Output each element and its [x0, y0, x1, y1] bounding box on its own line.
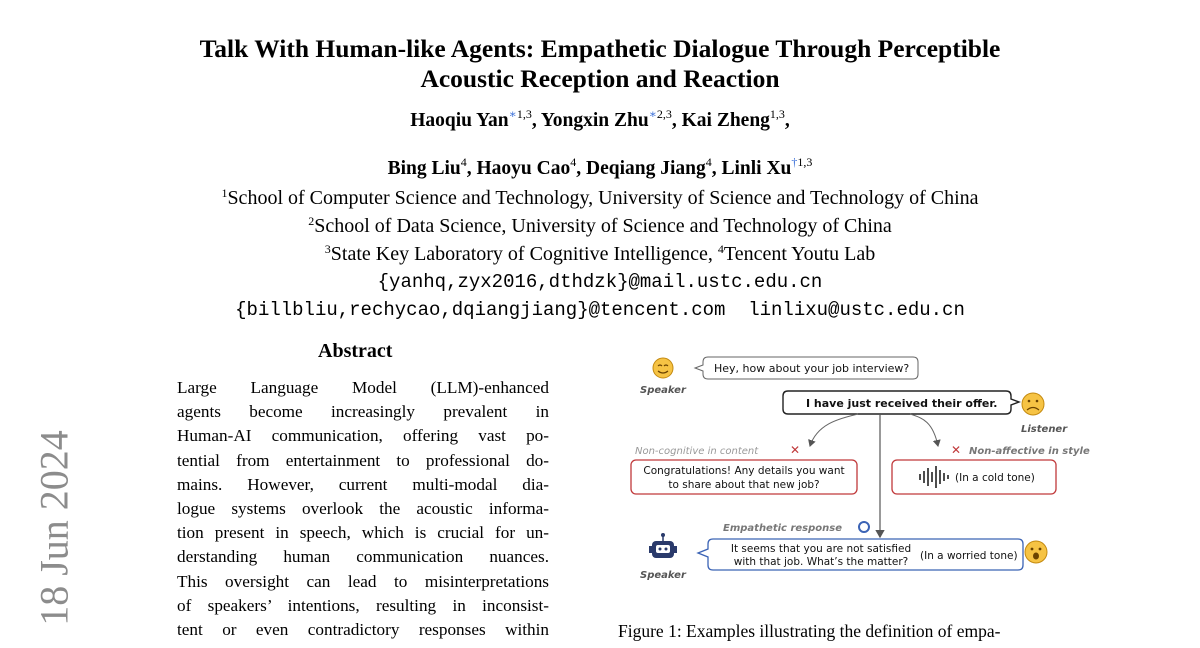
author-name: Deqiang Jiang — [586, 158, 706, 179]
abstract-line: derstanding human communication nuances. — [177, 547, 549, 567]
wrong-x-icon: ✕ — [951, 443, 962, 457]
agent-tone-text: (In a worried tone) — [920, 550, 1018, 562]
figure-1 — [628, 350, 1103, 590]
affiliation-sup: 1 — [221, 186, 228, 200]
paper-title — [0, 34, 1200, 94]
author-name: Haoyu Cao — [476, 158, 571, 179]
figure-1-diagram — [628, 350, 1103, 590]
authors-line-2: Bing Liu$^4$, Haoyu Cao$^4$, Deqiang Jiang$^4$, Linli Xu$^{\dagger 1,3}$ — [387, 155, 813, 179]
listener-label: Listener — [1021, 424, 1068, 435]
author-affil: 4 — [705, 155, 712, 169]
smile-face-icon — [653, 358, 673, 378]
email-line-1: {yanhq,zyx2016,dthdzk}@mail.ustc.edu.cn — [377, 271, 823, 293]
affiliation-text: School of Computer Science and Technology, University of Science and Technology of China — [227, 187, 979, 209]
author-mark: ∗ — [508, 107, 517, 121]
author-mark: † — [791, 155, 798, 169]
affiliation-1 — [0, 184, 1200, 212]
affiliation-3 — [0, 240, 1200, 268]
title-line-1: Talk With Human-like Agents: Empathetic Dialogue Through Perceptible — [199, 34, 1001, 63]
email-line-2: {billbliu,rechycao,dqiangjiang}@tencent.com linlixu@ustc.edu.cn — [235, 299, 965, 321]
abstract-line: agents become increasingly prevalent in — [177, 402, 549, 422]
arrow-left — [810, 414, 858, 446]
author-name: Haoqiu Yan — [410, 110, 509, 131]
abstract-line: of speakers’ intentions, resulting in inconsist- — [177, 595, 549, 615]
abstract-line: logue systems overlook the acoustic informa- — [177, 499, 549, 519]
author-name: Linli Xu — [721, 158, 792, 179]
wrong-x-icon: ✕ — [790, 443, 801, 457]
affiliation-text: Tencent Youtu Lab — [723, 243, 876, 265]
author-affil: 1,3 — [769, 107, 785, 121]
noncognitive-text-1: Congratulations! Any details you want — [643, 465, 845, 477]
noncognitive-text-2: to share about that new job? — [668, 479, 820, 491]
nonaffective-label: Non-affective in style — [969, 446, 1090, 457]
authors-line-1: Haoqiu Yan$^{∗1,3}$, Yongxin Zhu$^{∗2,3}$, Kai Zheng$^{1,3}$, — [410, 107, 790, 131]
abstract-line: tion present in speech, which is crucial for un- — [177, 523, 549, 543]
affiliation-text: School of Data Science, University of Science and Technology of China — [314, 215, 892, 237]
title-line-2: Acoustic Reception and Reaction — [420, 64, 780, 93]
abstract-line: This oversight can lead to misinterpretations — [177, 571, 549, 591]
abstract-line: Large Language Model (LLM)-enhanced — [177, 378, 549, 397]
speaker-bubble-text: Hey, how about your job interview? — [714, 362, 910, 375]
arxiv-date-text: 18 Jun 2024 — [31, 429, 77, 626]
speaker-label-top: Speaker — [640, 385, 686, 396]
abstract-body — [177, 376, 549, 642]
abstract-line: tent or even contradictory responses within — [177, 620, 549, 640]
author-name: Kai Zheng — [681, 110, 770, 131]
robot-icon — [649, 533, 677, 558]
abstract-line: tential from entertainment to professional do- — [177, 450, 549, 470]
worried-face-icon — [1025, 541, 1047, 563]
author-affil: 4 — [570, 155, 577, 169]
agent-response-text-1: It seems that you are not satisfied — [730, 543, 912, 555]
arxiv-date-stamp — [31, 429, 77, 626]
author-mark: ∗ — [648, 107, 657, 121]
affiliation-sup: 3 — [324, 242, 331, 256]
abstract-line: Human-AI communication, offering vast po- — [177, 426, 549, 446]
affiliation-sup: 2 — [308, 214, 315, 228]
listener-bubble-text: I have just received their offer. — [806, 397, 998, 410]
arrow-right — [910, 414, 938, 446]
empathetic-label: Empathetic response — [723, 523, 843, 534]
correct-circle-icon — [859, 522, 869, 532]
author-name: Yongxin Zhu — [540, 110, 649, 131]
abstract-line: mains. However, current multi-modal dia- — [177, 474, 549, 494]
figure-caption: Figure 1: Examples illustrating the definition of empa- — [618, 621, 1001, 641]
affiliation-2 — [0, 212, 1200, 240]
nonaffective-text: (In a cold tone) — [955, 472, 1035, 484]
agent-response-text-2: with that job. What’s the matter? — [733, 556, 909, 568]
sad-face-icon — [1022, 393, 1044, 415]
author-name: Bing Liu — [387, 158, 461, 179]
author-affil: 2,3 — [656, 107, 672, 121]
speaker-label-bottom: Speaker — [640, 570, 686, 581]
author-affil: 1,3 — [797, 155, 813, 169]
author-affil: 4 — [460, 155, 467, 169]
noncognitive-label: Non-cognitive in content — [635, 446, 759, 457]
abstract-heading: Abstract — [318, 340, 393, 362]
affiliation-text: State Key Laboratory of Cognitive Intelligence, — [330, 243, 718, 265]
author-affil: 1,3 — [516, 107, 532, 121]
affiliation-sup: 4 — [717, 242, 724, 256]
